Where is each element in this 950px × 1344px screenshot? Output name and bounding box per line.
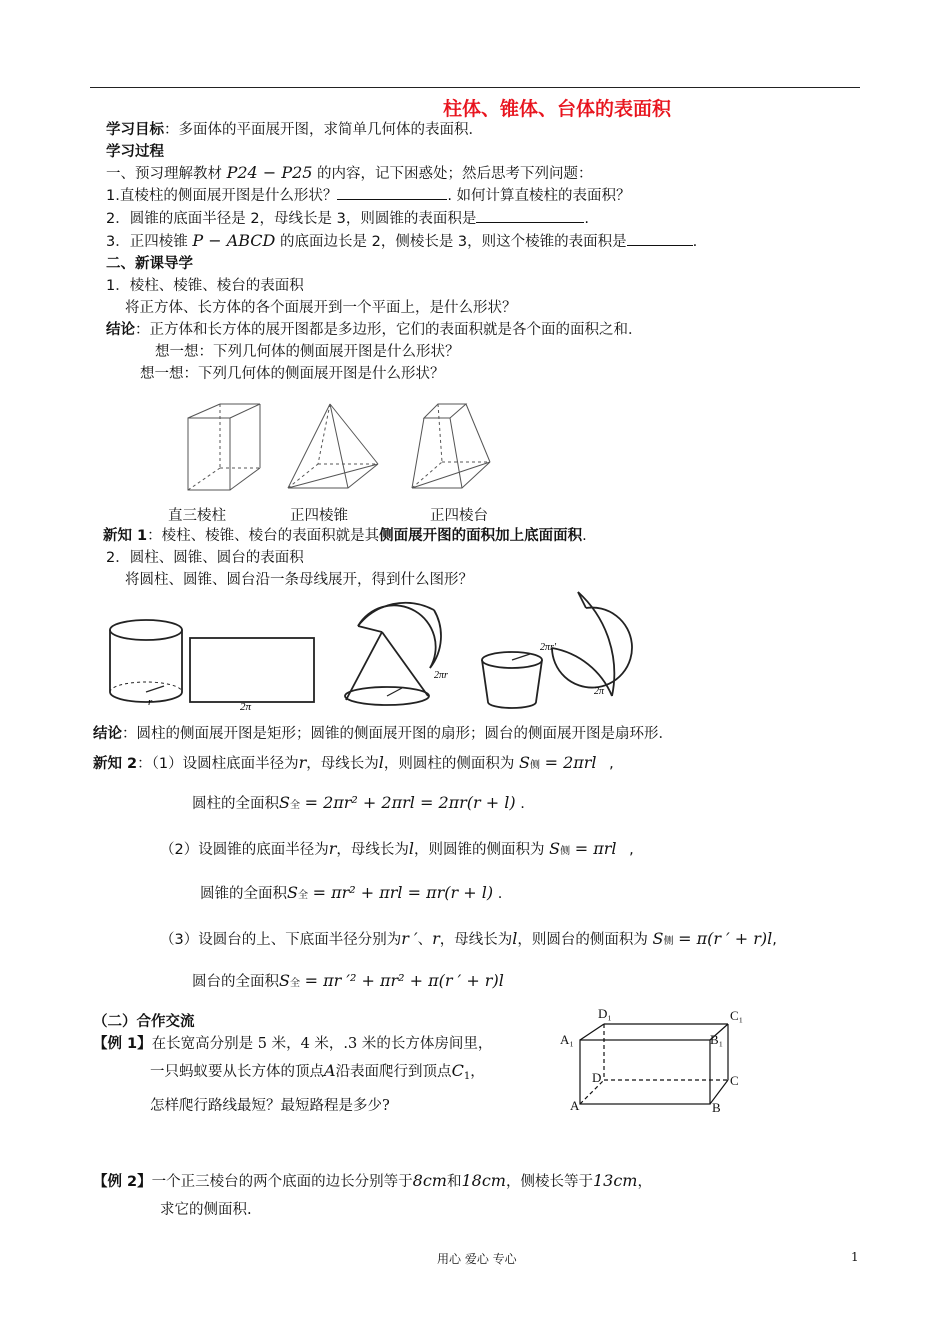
q3-end: . xyxy=(692,234,698,250)
cone-total-formula: = πr² + πrl = πr(r + l) xyxy=(312,883,494,902)
q3-text-a: 3．正四棱锥 xyxy=(106,234,188,250)
q3-var: P − ABCD xyxy=(192,231,276,250)
conclusion-2 xyxy=(93,722,673,743)
xinzhi-1-text-b: 侧面展开图的面积加上底面面积 xyxy=(379,528,583,544)
sec1-heading: 一、预习理解教材 xyxy=(106,166,222,182)
cone-l-var: l xyxy=(408,839,415,858)
cone-total-period: . xyxy=(497,886,503,902)
cylinder-2pi-label: 2π xyxy=(240,701,252,713)
ex1-C1-sub: 1 xyxy=(463,1071,471,1082)
vertex-C: C xyxy=(730,1073,739,1088)
solid-label-frustum: 正四棱台 xyxy=(430,508,488,524)
solid-label-pyramid: 正四棱锥 xyxy=(290,508,348,524)
vertex-D: D xyxy=(592,1070,602,1085)
cyl-total-S: S xyxy=(279,793,290,812)
cone-total-line xyxy=(200,882,502,903)
item-1-question: 将正方体、长方体的各个面展开到一个平面上，是什么形状？ xyxy=(125,300,517,316)
sec1-line xyxy=(106,162,593,183)
vertex-D1: D₁ xyxy=(598,1006,612,1021)
cyl-lat-pre: ：（1）设圆柱底面半径为 xyxy=(137,756,299,772)
cone-total-S: S xyxy=(287,883,298,902)
q2-end: . xyxy=(584,211,590,227)
vertex-B1: B₁ xyxy=(710,1032,724,1047)
frus-lat-comma: , xyxy=(772,932,777,948)
cone-development xyxy=(345,603,441,705)
frus-lat-sub: 侧 xyxy=(663,936,674,947)
cyl-lat-comma: , xyxy=(609,756,614,772)
process-heading: 学习过程 xyxy=(106,144,164,160)
conclusion-1 xyxy=(106,318,643,339)
example-1-line-3: 怎样爬行路线最短？最短路程是多少? xyxy=(150,1098,390,1114)
q3-text-b: 的底面边长是 2，侧棱长是 3，则这个棱锥的表面积是 xyxy=(279,234,627,250)
frustum-development xyxy=(482,592,632,708)
frus-dun: 、 xyxy=(417,932,433,948)
conclusion-2-label: 结论 xyxy=(93,726,122,742)
xinzhi-2-label: 新知 2 xyxy=(93,756,138,772)
xinzhi-1-text-a: ：棱柱、棱锥、棱台的表面积就是其 xyxy=(147,528,380,544)
cyl-total-sub: 全 xyxy=(289,800,300,811)
cone-lat-pre: （2）设圆锥的底面半径为 xyxy=(160,842,329,858)
cyl-lat-sub: 侧 xyxy=(529,760,540,771)
conclusion-1-label: 结论 xyxy=(106,322,135,338)
ex2-text-a: 一个正三棱台的两个底面的边长分别等于 xyxy=(151,1174,413,1190)
cylinder-lateral-line xyxy=(93,752,614,773)
footer-text: 用心 爱心 专心 xyxy=(437,1252,517,1266)
cyl-lat-mid: ，母线长为 xyxy=(306,756,379,772)
frus-rp-var: r ′ xyxy=(401,929,418,948)
ex2-value-3: 13cm xyxy=(592,1171,638,1190)
frustum-lateral-line xyxy=(160,928,777,949)
item-1: 1．棱柱、棱锥、棱台的表面积 xyxy=(106,278,304,294)
cone-lat-formula: = πrl xyxy=(574,839,617,858)
cyl-total-pre: 圆柱的全面积 xyxy=(192,796,279,812)
frus-r-var: r xyxy=(432,929,440,948)
cone-total-sub: 全 xyxy=(297,890,308,901)
cylinder-development xyxy=(110,620,314,702)
frustum-2pi-label: 2π xyxy=(594,686,605,697)
objective-line xyxy=(106,118,483,139)
q1-blank[interactable] xyxy=(337,185,447,200)
cuboid-figure xyxy=(560,1006,760,1116)
item-2: 2．圆柱、圆锥、圆台的表面积 xyxy=(106,550,304,566)
cone-lat-comma: , xyxy=(629,842,634,858)
question-2 xyxy=(106,207,589,228)
coop-heading: （二）合作交流 xyxy=(93,1014,195,1030)
xinzhi-1-label: 新知 1 xyxy=(103,528,148,544)
cyl-total-period: . xyxy=(520,796,525,812)
cyl-l-var: l xyxy=(378,753,384,772)
triangular-prism-figure xyxy=(188,404,260,490)
example-1-line-1 xyxy=(93,1032,492,1053)
xinzhi-1-end: . xyxy=(582,528,587,544)
cyl-lat-S: S xyxy=(519,753,530,772)
header-rule xyxy=(90,87,860,88)
page-title: 柱体、锥体、台体的表面积 xyxy=(443,98,672,120)
question-3 xyxy=(106,230,697,251)
objective-label: 学习目标 xyxy=(106,122,164,138)
q2-text: 2．圆锥的底面半径是 2，母线长是 3，则圆锥的表面积是 xyxy=(106,211,477,227)
frus-lat-formula: = π(r ′ + r)l xyxy=(678,929,773,948)
objective-text: ：多面体的平面展开图，求简单几何体的表面积． xyxy=(164,122,483,138)
ex2-text-b: ，侧棱长等于 xyxy=(505,1174,593,1190)
q3-blank[interactable] xyxy=(627,231,693,246)
item-2-question: 将圆柱、圆锥、圆台沿一条母线展开，得到什么图形？ xyxy=(125,572,473,588)
ex2-text-c: ， xyxy=(637,1174,652,1190)
think-bold: 想一想：下列几何体的侧面展开图是什么形状？ xyxy=(155,344,460,360)
ex2-and: 和 xyxy=(446,1174,462,1190)
polyhedra-figure xyxy=(180,398,500,498)
cyl-lat-post: ，则圆柱的侧面积为 xyxy=(383,756,515,772)
frus-l-var: l xyxy=(512,929,518,948)
frus-total-sub: 全 xyxy=(289,978,300,989)
ex1-text-d: ， xyxy=(470,1064,485,1080)
frus-total-pre: 圆台的全面积 xyxy=(192,974,279,990)
sec1-tail: 的内容，记下困惑处；然后思考下列问题： xyxy=(317,166,593,182)
ex1-A-var: A xyxy=(324,1061,336,1080)
solid-label-prism: 直三棱柱 xyxy=(168,508,226,524)
frustum-2pi-r-prime-label: 2πr' xyxy=(540,642,557,653)
vertex-B: B xyxy=(712,1100,721,1115)
question-1 xyxy=(106,184,631,205)
q1-text-a: 1.直棱柱的侧面展开图是什么形状？ xyxy=(106,188,338,204)
cone-lat-S: S xyxy=(549,839,561,858)
vertex-A: A xyxy=(570,1098,580,1113)
example-1-line-2 xyxy=(150,1060,485,1082)
frustum-total-line xyxy=(192,970,504,991)
ex2-label: 【例 2】 xyxy=(93,1174,152,1190)
frus-lat-post: ，则圆台的侧面积为 xyxy=(517,932,648,948)
vertex-C1: C₁ xyxy=(730,1008,744,1023)
cone-r-var: r xyxy=(328,839,337,858)
frus-total-formula: = πr ′² + πr² + π(r ′ + r)l xyxy=(304,971,504,990)
cyl-total-formula: = 2πr² + 2πrl = 2πr(r + l) xyxy=(304,793,516,812)
sec1-pages: P24 − P25 xyxy=(226,163,313,182)
frus-total-S: S xyxy=(279,971,290,990)
cone-total-pre: 圆锥的全面积 xyxy=(200,886,287,902)
frus-lat-pre: （3）设圆台的上、下底面半径分别为 xyxy=(160,932,402,948)
cone-lat-sub: 侧 xyxy=(560,846,571,857)
ex1-text-b: 一只蚂蚁要从长方体的顶点 xyxy=(150,1064,324,1080)
sec2-heading: 二、新课导学 xyxy=(106,256,193,272)
cyl-lat-formula: = 2πrl xyxy=(544,753,597,772)
conclusion-2-text: ：圆柱的侧面展开图是矩形；圆锥的侧面展开图的扇形；圆台的侧面展开图是扇环形． xyxy=(122,726,673,742)
square-pyramid-figure xyxy=(288,404,378,488)
ex1-text-a: 在长宽高分别是 5 米，4 米，.3 米的长方体房间里， xyxy=(151,1036,493,1052)
ex1-text-c: 沿表面爬行到顶点 xyxy=(335,1064,452,1080)
cone-lateral-line xyxy=(160,838,634,859)
vertex-A1: A₁ xyxy=(560,1032,574,1047)
cylinder-r-label: r xyxy=(148,696,153,708)
frus-lat-mid: ，母线长为 xyxy=(439,932,513,948)
cone-lat-post: ，则圆锥的侧面积为 xyxy=(414,842,545,858)
think-normal: 想一想：下列几何体的侧面展开图是什么形状？ xyxy=(140,366,445,382)
xinzhi-1 xyxy=(103,524,587,545)
ex1-label: 【例 1】 xyxy=(93,1036,152,1052)
page-number: 1 xyxy=(851,1250,859,1264)
frus-lat-S: S xyxy=(652,929,664,948)
developments-figure xyxy=(100,588,620,716)
cone-2pir-label: 2πr xyxy=(434,670,448,681)
square-frustum-figure xyxy=(412,404,490,488)
example-2-line-1 xyxy=(93,1170,652,1191)
cone-lat-mid: ，母线长为 xyxy=(336,842,409,858)
ex2-value-1: 8cm xyxy=(412,1171,447,1190)
conclusion-1-text: ：正方体和长方体的展开图都是多边形，它们的表面积就是各个面的面积之和． xyxy=(135,322,643,338)
q1-text-b: . 如何计算直棱柱的表面积？ xyxy=(447,188,631,204)
cylinder-total-line xyxy=(192,792,525,813)
ex2-value-2: 18cm xyxy=(461,1171,506,1190)
q2-blank[interactable] xyxy=(476,208,584,223)
cyl-r-var: r xyxy=(298,753,307,772)
example-2-line-2: 求它的侧面积. xyxy=(160,1202,252,1218)
ex1-C1-var: C xyxy=(451,1061,464,1080)
